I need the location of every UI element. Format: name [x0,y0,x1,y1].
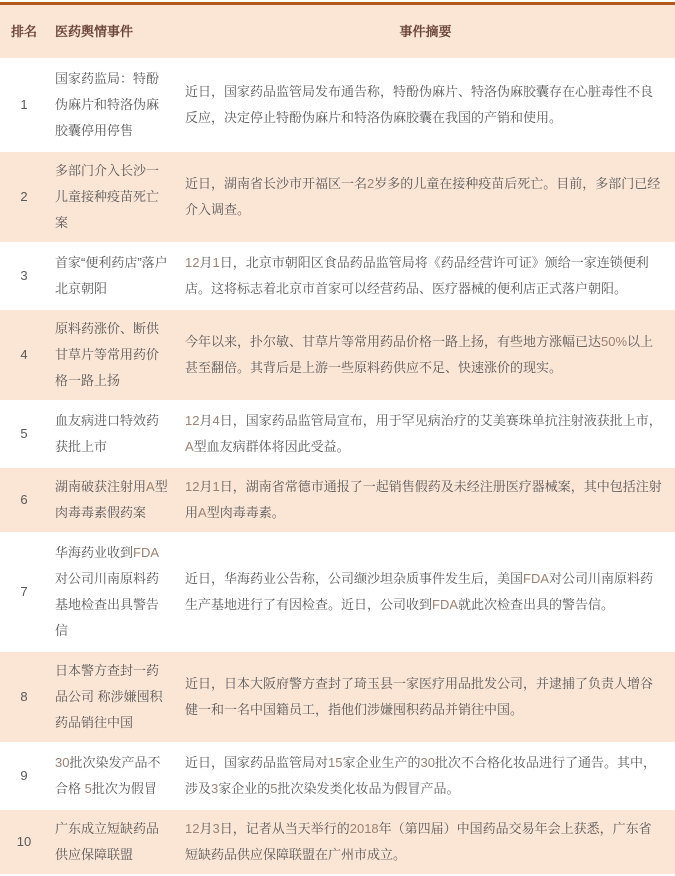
pharma-news-ranking-table [0,5,675,876]
table-row [0,401,675,467]
rank-cell: 9 [0,743,48,809]
event-cell: 华海药业收到FDA对公司川南原料药基地检查出具警告信 [48,533,176,651]
summary-cell: 12月1日，湖南省常德市通报了一起销售假药及未经注册医疗器械案，其中包括注射用A型肉毒毒素。 [176,467,675,533]
event-cell: 湖南破获注射用A型肉毒毒素假药案 [48,467,176,533]
table-row [0,743,675,809]
rank-cell: 6 [0,467,48,533]
table-row [0,533,675,651]
event-cell: 广东成立短缺药品供应保障联盟 [48,809,176,875]
event-cell: 首家“便利药店”落户北京朝阳 [48,243,176,309]
col-header-summary: 事件摘要 [176,5,675,59]
rank-cell: 5 [0,401,48,467]
event-cell: 日本警方查封一药品公司 称涉嫌囤积药品销往中国 [48,651,176,743]
table-row [0,809,675,875]
rank-cell: 3 [0,243,48,309]
rank-cell: 4 [0,309,48,401]
rank-cell: 1 [0,59,48,151]
table-row [0,243,675,309]
table-row [0,59,675,151]
event-cell: 30批次染发产品不合格 5批次为假冒 [48,743,176,809]
table-row [0,151,675,243]
table-body [0,59,675,875]
event-cell: 原料药涨价、断供 甘草片等常用药价格一路上扬 [48,309,176,401]
summary-cell: 近日，湖南省长沙市开福区一名2岁多的儿童在接种疫苗后死亡。目前，多部门已经介入调查。 [176,151,675,243]
rank-cell: 10 [0,809,48,875]
summary-cell: 12月3日，记者从当天举行的2018年（第四届）中国药品交易年会上获悉，广东省短缺药品供应保障联盟在广州市成立。 [176,809,675,875]
summary-cell: 12月4日，国家药品监管局宣布，用于罕见病治疗的艾美赛珠单抗注射液获批上市，A型血友病群体将因此受益。 [176,401,675,467]
rank-cell: 8 [0,651,48,743]
summary-cell: 今年以来，扑尔敏、甘草片等常用药品价格一路上扬，有些地方涨幅已达50%以上甚至翻倍。其背后是上游一些原料药供应不足、快速涨价的现实。 [176,309,675,401]
rank-cell: 7 [0,533,48,651]
table-row [0,651,675,743]
summary-cell: 近日，国家药品监管局对15家企业生产的30批次不合格化妆品进行了通告。其中，涉及3家企业的5批次染发类化妆品为假冒产品。 [176,743,675,809]
table-row [0,467,675,533]
event-cell: 国家药监局：特酚伪麻片和特洛伪麻胶囊停用停售 [48,59,176,151]
table-row [0,309,675,401]
rank-cell: 2 [0,151,48,243]
event-cell: 血友病进口特效药获批上市 [48,401,176,467]
summary-cell: 近日，国家药品监管局发布通告称，特酚伪麻片、特洛伪麻胶囊存在心脏毒性不良反应，决定停止特酚伪麻片和特洛伪麻胶囊在我国的产销和使用。 [176,59,675,151]
pharma-news-ranking-table-wrap [0,2,675,876]
col-header-rank: 排名 [0,5,48,59]
summary-cell: 近日，华海药业公告称，公司缬沙坦杂质事件发生后，美国FDA对公司川南原料药生产基地进行了有因检查。近日，公司收到FDA就此次检查出具的警告信。 [176,533,675,651]
table-header [0,5,675,59]
col-header-event: 医药舆情事件 [48,5,176,59]
summary-cell: 近日，日本大阪府警方查封了琦玉县一家医疗用品批发公司，并逮捕了负责人增谷健一和一名中国籍员工，指他们涉嫌囤积药品并销往中国。 [176,651,675,743]
header-row [0,5,675,59]
event-cell: 多部门介入长沙一儿童接种疫苗死亡案 [48,151,176,243]
summary-cell: 12月1日，北京市朝阳区食品药品监管局将《药品经营许可证》颁给一家连锁便利店。这将标志着北京市首家可以经营药品、医疗器械的便利店正式落户朝阳。 [176,243,675,309]
